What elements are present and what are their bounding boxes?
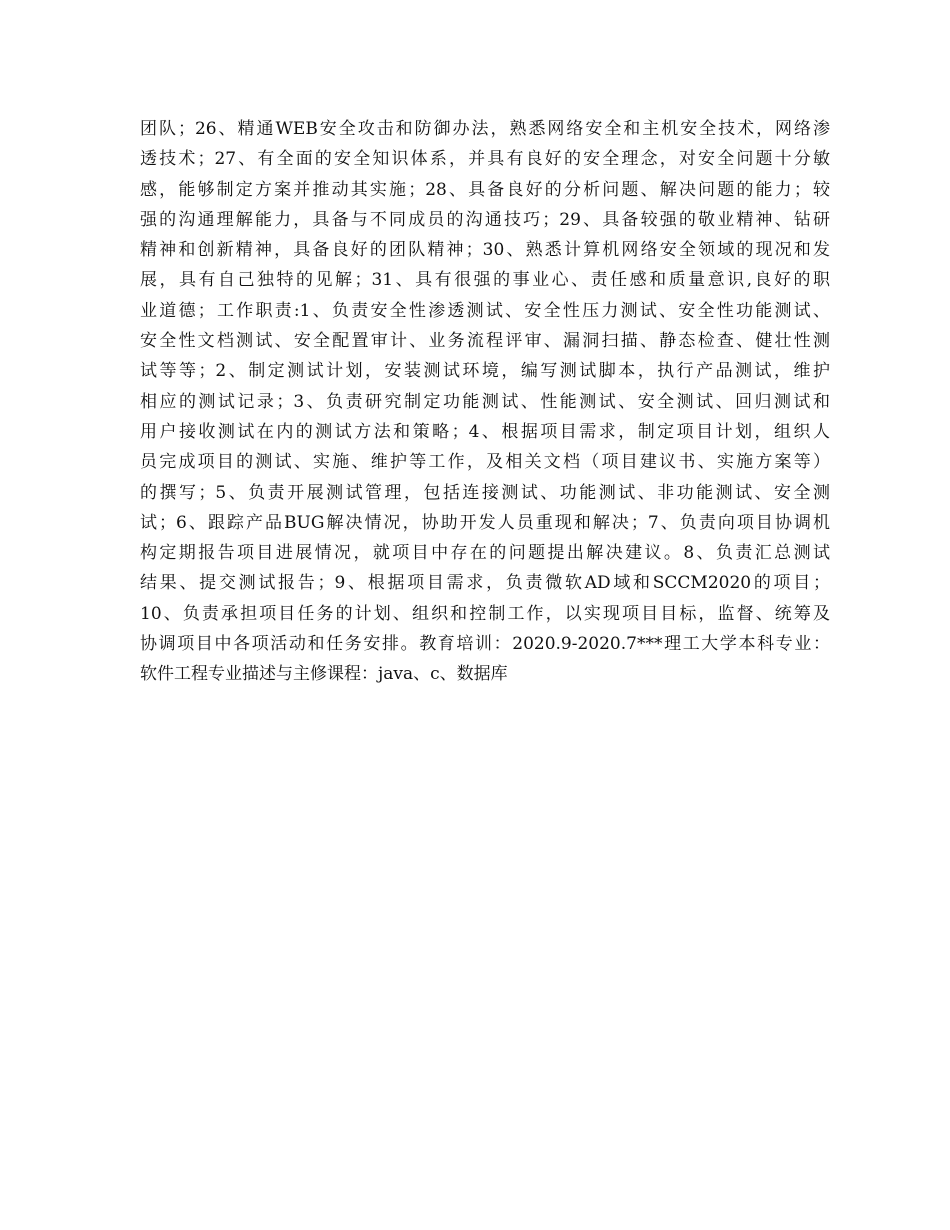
text-line: 结果、提交测试报告；9、根据项目需求，负责微软AD域和SCCM2020的项目； <box>140 573 830 594</box>
text-line: 的撰写；5、负责开展测试管理，包括连接测试、功能测试、非功能测试、安全测 <box>140 482 830 503</box>
text-line: 试；6、跟踪产品BUG解决情况，协助开发人员重现和解决；7、负责向项目协调机 <box>140 512 830 533</box>
text-line: 试等等；2、制定测试计划，安装测试环境，编写测试脚本，执行产品测试，维护 <box>140 361 830 382</box>
text-line: 透技术；27、有全面的安全知识体系，并具有良好的安全理念，对安全问题十分敏 <box>140 149 830 170</box>
text-line: 强的沟通理解能力，具备与不同成员的沟通技巧；29、具备较强的敬业精神、钻研 <box>140 209 830 230</box>
resume-body-text <box>140 114 830 690</box>
text-line-last: 软件工程专业描述与主修课程：java、c、数据库 <box>140 664 508 685</box>
text-line: 相应的测试记录；3、负责研究制定功能测试、性能测试、安全测试、回归测试和 <box>140 391 830 412</box>
text-line: 10、负责承担项目任务的计划、组织和控制工作，以实现项目目标，监督、统筹及 <box>140 603 830 624</box>
text-line: 感，能够制定方案并推动其实施；28、具备良好的分析问题、解决问题的能力；较 <box>140 179 830 200</box>
text-line: 安全性文档测试、安全配置审计、业务流程评审、漏洞扫描、静态检查、健壮性测 <box>140 331 830 352</box>
text-line: 精神和创新精神，具备良好的团队精神；30、熟悉计算机网络安全领域的现况和发 <box>140 240 830 261</box>
text-line: 协调项目中各项活动和任务安排。教育培训：2020.9-2020.7***理工大学本科专业： <box>140 634 830 655</box>
text-line: 团队；26、精通WEB安全攻击和防御办法，熟悉网络安全和主机安全技术，网络渗 <box>140 119 830 139</box>
text-line: 用户接收测试在内的测试方法和策略；4、根据项目需求，制定项目计划，组织人 <box>140 421 830 442</box>
text-line: 构定期报告项目进展情况，就项目中存在的问题提出解决建议。8、负责汇总测试 <box>140 543 830 564</box>
text-line: 员完成项目的测试、实施、维护等工作，及相关文档（项目建议书、实施方案等） <box>140 452 830 473</box>
text-line: 业道德；工作职责:1、负责安全性渗透测试、安全性压力测试、安全性功能测试、 <box>140 300 830 321</box>
text-line: 展，具有自己独特的见解；31、具有很强的事业心、责任感和质量意识,良好的职 <box>140 270 830 291</box>
